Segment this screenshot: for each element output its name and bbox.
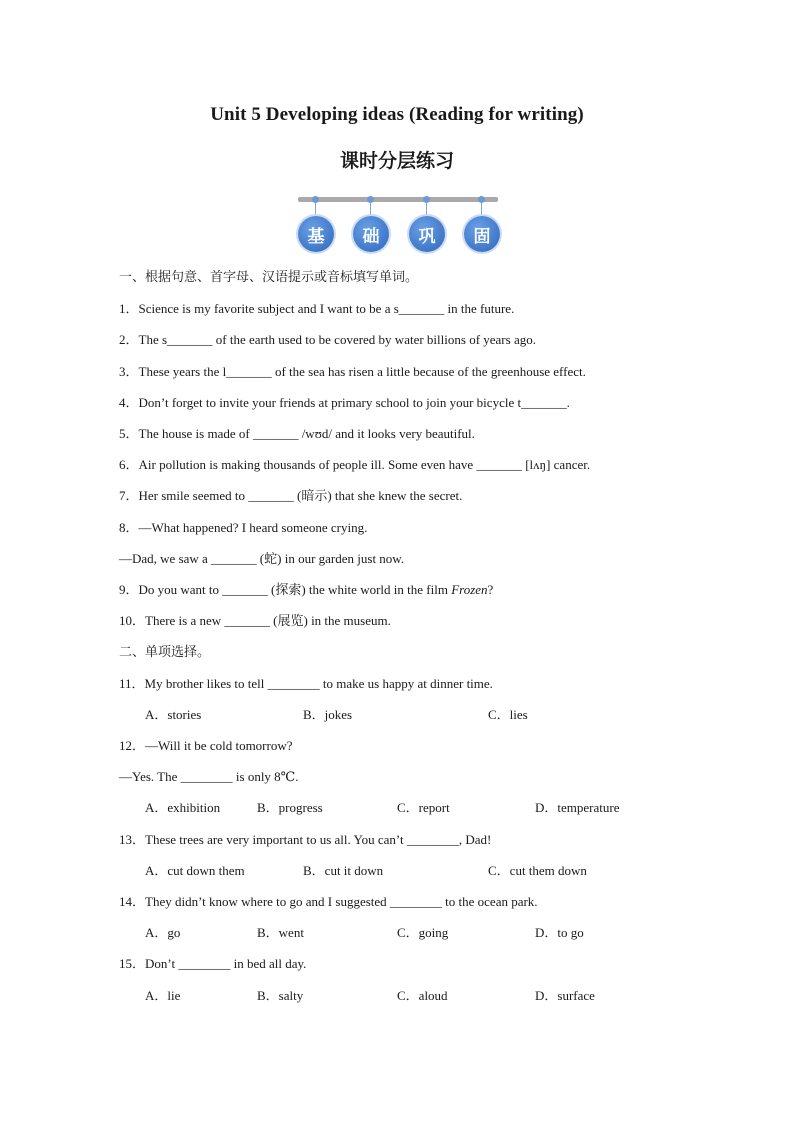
section-heading: 二、单项选择。	[119, 645, 211, 660]
banner-node	[409, 192, 451, 254]
question-end: ?	[487, 582, 494, 597]
question-stem: 12．—Will it be cold tomorrow?	[119, 738, 293, 753]
question-item: 10．There is a new _______ (展览) in the museum.	[119, 613, 391, 628]
question-item: 8．—What happened? I heard someone crying.	[119, 520, 368, 535]
question-item: 6．Air pollution is making thousands of people ill. Some even have _______ [lʌŋ] cancer.	[119, 457, 591, 472]
question-item	[119, 581, 493, 599]
option[interactable]: B．progress	[257, 800, 323, 815]
option[interactable]: B．salty	[257, 988, 304, 1003]
banner-node	[298, 192, 340, 254]
question-item: —Dad, we saw a _______ (蛇) in our garden just now.	[119, 551, 405, 566]
option[interactable]: B．cut it down	[303, 863, 384, 878]
banner-char: 基	[298, 216, 334, 252]
question-stem: 14．They didn’t know where to go and I suggested ________ to the ocean park.	[119, 894, 538, 909]
banner-char: 巩	[409, 216, 445, 252]
question-item: 7．Her smile seemed to _______ (暗示) that she knew the secret.	[119, 488, 463, 503]
question-stem: 11．My brother likes to tell ________ to make us happy at dinner time.	[119, 676, 493, 691]
question-item: 2．The s_______ of the earth used to be covered by water billions of years ago.	[119, 332, 536, 347]
question-stem: 15．Don’t ________ in bed all day.	[119, 956, 307, 971]
option[interactable]: C．going	[397, 925, 449, 940]
option[interactable]: D．to go	[535, 925, 584, 940]
page-subtitle: 课时分层练习	[339, 150, 454, 172]
option[interactable]: A．exhibition	[145, 800, 221, 815]
question-stem: 13．These trees are very important to us all. You can’t ________, Dad!	[119, 832, 492, 847]
option[interactable]: B．jokes	[303, 707, 353, 722]
banner-node	[353, 192, 395, 254]
page-title: Unit 5 Developing ideas (Reading for writing)	[210, 104, 584, 125]
option[interactable]: C．report	[397, 800, 450, 815]
option[interactable]: A．cut down them	[145, 863, 245, 878]
question-item: 1．Science is my favorite subject and I want to be a s_______ in the future.	[119, 301, 515, 316]
option[interactable]: C．aloud	[397, 988, 448, 1003]
option[interactable]: D．surface	[535, 988, 595, 1003]
banner-char: 固	[464, 216, 500, 252]
question-item: 4．Don’t forget to invite your friends at primary school to join your bicycle t_______.	[119, 395, 570, 410]
option[interactable]: B．went	[257, 925, 304, 940]
film-title: Frozen	[451, 582, 488, 597]
question-item: 3．These years the l_______ of the sea has risen a little because of the greenhouse effect.	[119, 364, 586, 379]
section-heading: 一、根据句意、首字母、汉语提示或音标填写单词。	[119, 270, 419, 285]
banner-char: 础	[353, 216, 389, 252]
question-text: 9．Do you want to _______ (探索) the white world in the film	[119, 582, 452, 597]
option[interactable]: A．lie	[145, 988, 181, 1003]
banner-node	[464, 192, 506, 254]
option[interactable]: C．cut them down	[488, 863, 587, 878]
question-item: 5．The house is made of _______ /wʊd/ and it looks very beautiful.	[119, 426, 475, 441]
option[interactable]: C．lies	[488, 707, 528, 722]
option[interactable]: A．stories	[145, 707, 202, 722]
option[interactable]: D．temperature	[535, 800, 620, 815]
question-stem: —Yes. The ________ is only 8℃.	[119, 769, 299, 784]
option[interactable]: A．go	[145, 925, 181, 940]
section-banner	[296, 192, 502, 254]
